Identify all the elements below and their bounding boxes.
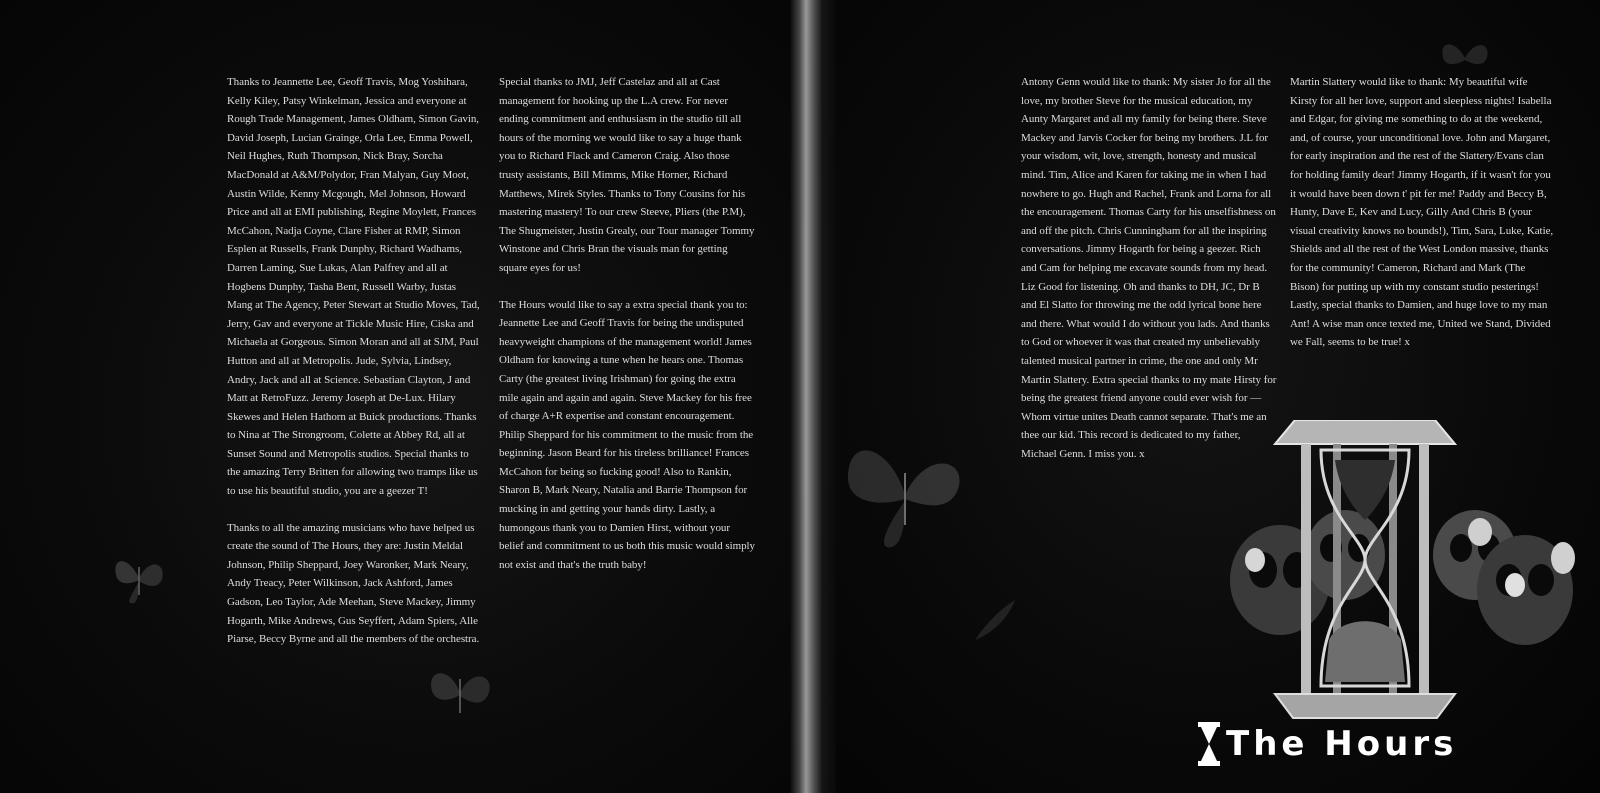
- butterfly-icon: [965, 590, 1025, 650]
- band-name: The Hours: [1226, 724, 1458, 764]
- credits-paragraph: Martin Slattery would like to thank: My beautiful wife Kirsty for all her love, support and sleepless nights! Isabella and Edgar, for giving me something to do at the weekend, and, of course, your unconditional love. John and Margaret, for early inspiration and the rest of the Slattery/Evans clan for holding family dear! Jimmy Hogarth, if it wasn't for you it would have been down t' pit fer me! Paddy and Beccy B, Hunty, Dave E, Kev and Lucy, Gilly And Chris B (your visual creativity knows no bounds!), Tim, Sara, Luke, Katie, Shields and all the rest of the West London massive, thanks for the community! Cameron, Richard and Mark (The Bison) for putting up with my constant studio pesterings! Lastly, special thanks to Damien, and huge love to my man Ant! A wise man once texted me, United we Stand, Divided we Fall, seems to be true! x: [1290, 76, 1554, 349]
- booklet-fold: [790, 0, 836, 793]
- right-column-1: [1021, 73, 1277, 463]
- butterfly-icon: [420, 655, 500, 730]
- skull-icon: [1477, 535, 1575, 645]
- hourglass-skulls-artwork: [1225, 420, 1595, 740]
- right-column-2: [1290, 73, 1556, 352]
- left-column-1: [227, 73, 481, 649]
- credits-paragraph: Special thanks to JMJ, Jeff Castelaz and all at Cast management for hooking up the L.A crew. For never ending commitment and enthusiasm in the studio till all hours of the morning we would like to say a huge thank you to Richard Flack and Cameron Craig. Also those trusty assistants, Bill Mimms, Mike Horner, Richard Matthews, Mirek Styles. Thanks to Tony Cousins for his mastering mastery! To our crew Steeve, Pliers (the P.M), The Shugmeister, Justin Grealy, our Tour manager Tommy Winstone and Chris Bran the visuals man for getting square eyes for us!: [499, 76, 755, 274]
- hourglass-icon: [1198, 722, 1220, 766]
- band-logo: [1198, 716, 1458, 772]
- right-page: [800, 0, 1600, 793]
- butterfly-icon: [830, 425, 980, 565]
- credits-paragraph: Thanks to Jeannette Lee, Geoff Travis, Mog Yoshihara, Kelly Kiley, Patsy Winkelman, Jessica and everyone at Rough Trade Management, James Oldham, Simon Gavin, David Joseph, Lucian Grainge, Orla Lee, Emma Powell, Neil Hughes, Ruth Thompson, Nick Bray, Sorcha MacDonald at A&M/Polydor, Fran Malyan, Guy Moot, Austin Wilde, Kenny Mcgough, Mel Johnson, Howard Price and all at EMI publishing, Regine Moylett, Frances McCahon, Nadja Coyne, Clare Fisher at RMP, Simon Esplen at Russells, Frank Dunphy, Richard Wadhams, Darren Laming, Sue Lukas, Alan Palfrey and all at Hogbens Dunphy, Tasha Bent, Russell Warby, Justas Mang at The Agency, Peter Stewart at Studio Moves, Tad, Jerry, Gav and everyone at Tickle Music Hire, Ciska and Michaela at Gorgeous. Simon Moran and all at SJM, Paul Hutton and all at Metropolis. Jude, Sylvia, Lindsey, Andry, Jack and all at Science. Sebastian Clayton, J and Matt at RetroFuzz. Jeremy Joseph at De-Lux. Hilary Skewes and Helen Hathorn at Buick productions. Thanks to Nina at The Strongroom, Colette at Abbey Rd, all at Sunset Sound and Metropolis studios. Special thanks to the amazing Terry Britten for allowing two tramps like us to use his beautiful studio, you are a geezer T!: [227, 76, 480, 498]
- credits-paragraph: Thanks to all the amazing musicians who have helped us create the sound of The Hours, they are: Justin Meldal Johnson, Philip Sheppard, Joey Waronker, Mark Neary, Andy Treacy, Peter Wilkinson, Jack Ashford, James Gadson, Leo Taylor, Ade Meehan, Steve Mackey, Jimmy Hogarth, Mike Andrews, Gus Seyffert, Adam Spiers, Alle Piarse, Beccy Byrne and all the members of the orchestra.: [227, 521, 480, 646]
- credits-paragraph: Antony Genn would like to thank: My sister Jo for all the love, my brother Steve for the musical education, my Aunty Margaret and all my family for being there. Steve Mackey and Jarvis Cocker for being my brothers. J.L for your wisdom, wit, love, strength, honesty and musical mind. Tim, Alice and Karen for taking me in when I had nowhere to go. Hugh and Rachel, Frank and Lorna for all the encouragement. Thomas Carty for his unselfishness on and off the pitch. Chris Cunningham for all the inspiring conversations. Jimmy Hogarth for being a geezer. Rich and Cam for helping me excavate sounds from my head. Liz Good for listening. Oh and thanks to DH, JC, Dr B and El Slatto for throwing me the odd lyrical bone here and there. What would I do without you lads. And thanks to God or whoever it was that created my unbelievably talented musical partner in crime, the one and only Mr Martin Slattery. Extra special thanks to my mate Hirsty for being the greatest friend anyone could ever wish for —Whom virtue unites Death cannot separate. That's me an thee our kid. This record is dedicated to my father, Michael Genn. I miss you. x: [1021, 76, 1277, 460]
- credits-paragraph: The Hours would like to say a extra special thank you to: Jeannette Lee and Geoff Travis for being the undisputed heavyweight champions of the management world! James Oldham for knowing a tune when he hears one. Thomas Carty (the greatest living Irishman) for going the extra mile again and again and again. Steve Mackey for his free of charge A+R expertise and constant encouragement. Philip Sheppard for his commitment to the music from the beginning. Jason Beard for his tireless brilliance! Frances McCahon for being so fucking good! Also to Rankin, Sharon B, Mark Neary, Natalia and Barrie Thompson for mucking in and getting your hands dirty. Lastly, a humongous thank you to Damien Hirst, without your belief and commitment to us both this music would simply not exist and that's the truth baby!: [499, 298, 755, 571]
- butterfly-icon: [108, 545, 170, 611]
- left-column-2: [499, 73, 755, 574]
